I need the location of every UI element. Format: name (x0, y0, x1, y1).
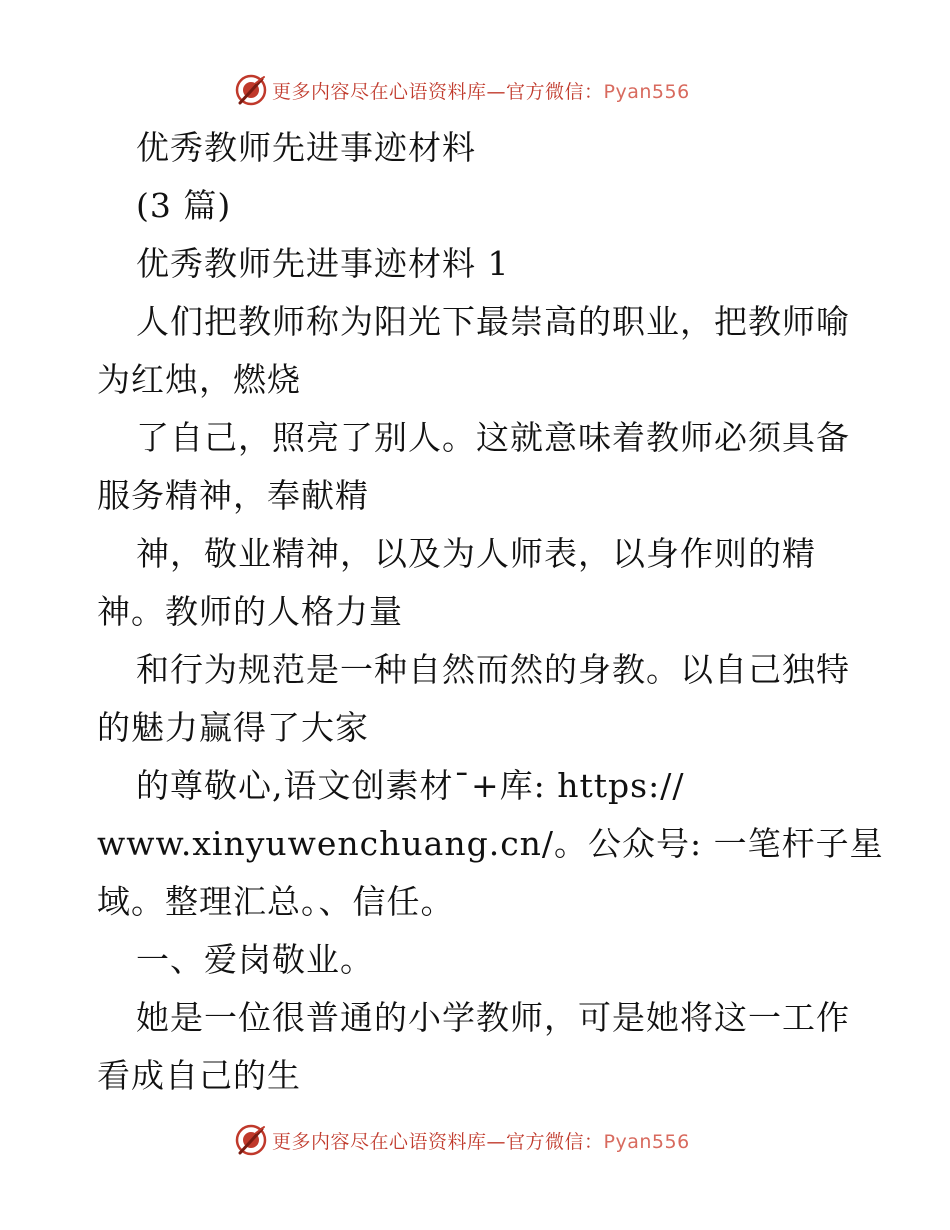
doc-subtitle: (3 篇) (136, 186, 232, 225)
paragraph-line: www.xinyuwenchuang.cn/。公众号: 一笔杆子星 (97, 824, 884, 863)
paragraph-line: 神。教师的人格力量 (97, 592, 403, 631)
paragraph-line: 神，敬业精神，以及为人师表，以身作则的精 (136, 534, 816, 573)
banner-text: 更多内容尽在心语资料库—官方微信：Pyan556 (272, 80, 690, 103)
paragraph-line: 的尊敬心,语文创素材¯+库: https:// (136, 766, 685, 805)
paragraph-line: 服务精神，奉献精 (97, 476, 369, 515)
paragraph-line: 她是一位很普通的小学教师，可是她将这一工作 (136, 998, 850, 1037)
paragraph-line: 为红烛，燃烧 (97, 360, 301, 399)
banner-account: Pyan556 (603, 1130, 690, 1153)
banner-account: Pyan556 (603, 80, 690, 103)
doc-title: 优秀教师先进事迹材料 (136, 128, 476, 167)
pen-logo-icon (234, 1123, 268, 1157)
paragraph-line: 的魅力赢得了大家 (97, 708, 369, 747)
section-heading: 优秀教师先进事迹材料 1 (136, 244, 510, 283)
banner-text: 更多内容尽在心语资料库—官方微信：Pyan556 (272, 1130, 690, 1153)
paragraph-line: 和行为规范是一种自然而然的身教。以自己独特 (136, 650, 850, 689)
paragraph-line: 域。整理汇总。、信任。 (97, 882, 455, 921)
footer-watermark-banner (0, 1120, 950, 1160)
paragraph-line: 人们把教师称为阳光下最崇高的职业，把教师喻 (136, 302, 850, 341)
list-heading: 一、爱岗敬业。 (136, 940, 374, 979)
paragraph-line: 看成自己的生 (97, 1056, 301, 1095)
paragraph-line: 了自己，照亮了别人。这就意味着教师必须具备 (136, 418, 850, 457)
